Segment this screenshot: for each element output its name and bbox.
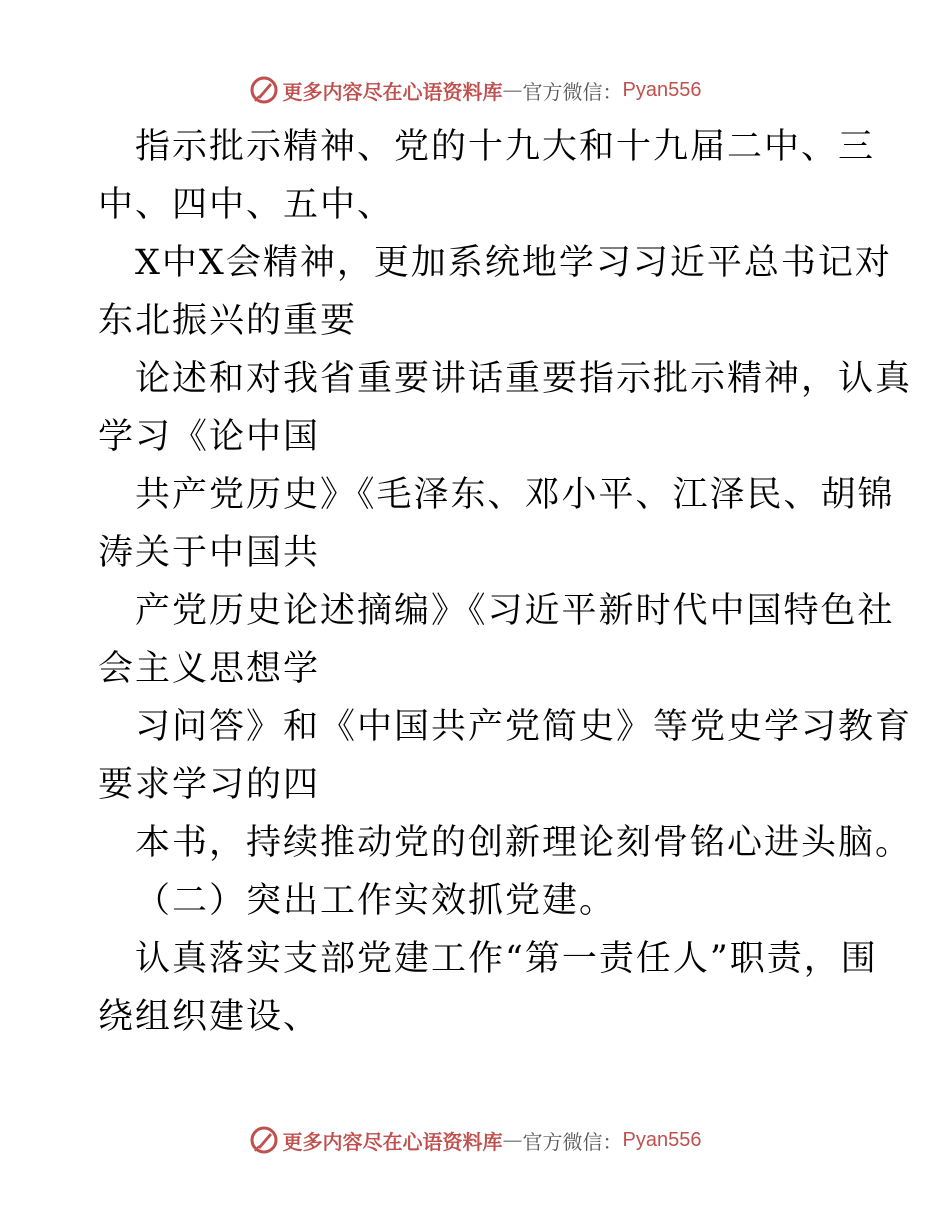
body-line: 指示批示精神、党的十九大和十九届二中、三 [135,127,876,167]
header-wechat-label: 官方微信： [522,79,623,104]
body-line: 共产党历史》《毛泽东、邓小平、江泽民、胡锦 [135,475,895,515]
footer-wechat-id: Pyan556 [622,1128,702,1151]
section-heading: （二）突出工作实效抓党建。 [135,881,617,921]
header-wechat-id: Pyan556 [622,78,702,101]
footer-separator: — [502,1128,523,1152]
body-line: 产党历史论述摘编》《习近平新时代中国特色社 [135,591,895,631]
header-watermark [0,70,950,110]
body-line: 认真落实支部党建工作“第一责任人”职责，围 [135,939,878,979]
body-line: 东北振兴的重要 [98,301,358,341]
quill-logo-icon [249,1125,279,1155]
body-line: X中X会精神，更加系统地学习习近平总书记对 [135,243,892,283]
footer-watermark [0,1120,950,1160]
footer-site-text: 更多内容尽在心语资料库 [282,1129,503,1154]
body-line: 习问答》和《中国共产党简史》等党史学习教育 [135,707,913,747]
header-site-text: 更多内容尽在心语资料库 [282,79,503,104]
body-line: 中、四中、五中、 [98,185,395,225]
body-line: 涛关于中国共 [98,533,321,573]
body-line: 会主义思想学 [98,649,321,689]
footer-wechat-label: 官方微信： [522,1129,623,1154]
quill-logo-icon [249,75,279,105]
document-body [98,118,913,1046]
body-line: 论述和对我省重要讲话重要指示批示精神，认真 [135,359,913,399]
body-line: 本书，持续推动党的创新理论刻骨铭心进头脑。 [135,823,913,863]
body-line: 要求学习的四 [98,765,321,805]
body-line: 学习《论中国 [98,417,321,457]
body-line: 绕组织建设、 [98,997,321,1037]
header-separator: — [502,78,523,102]
